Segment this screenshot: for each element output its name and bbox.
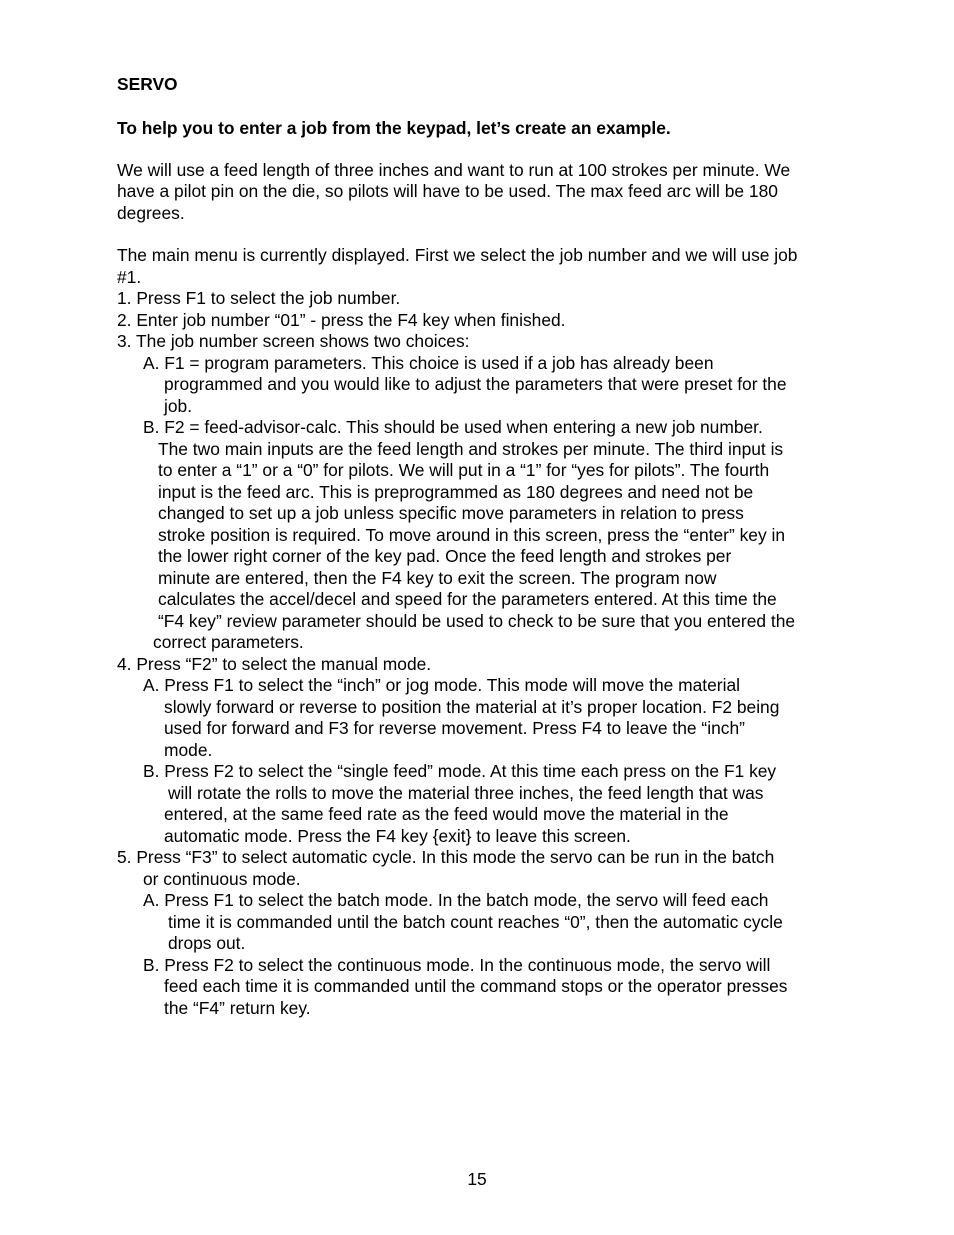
- step3-b-line: input is the feed arc. This is preprogrammed as 180 degrees and need not be: [158, 482, 754, 502]
- step-5-cont: or continuous mode.: [143, 869, 301, 889]
- step3-a-line: A. F1 = program parameters. This choice is used if a job has already been: [143, 353, 714, 373]
- step3-b-line: The two main inputs are the feed length and strokes per minute. The third input is: [158, 439, 784, 459]
- step-4: 4. Press “F2” to select the manual mode.: [117, 654, 432, 674]
- step4-b-line: will rotate the rolls to move the material three inches, the feed length that was: [168, 783, 764, 803]
- step5-b-line: the “F4” return key.: [164, 998, 311, 1018]
- step3-b-line: B. F2 = feed-advisor-calc. This should be used when entering a new job number.: [143, 417, 763, 437]
- step3-b-line: the lower right corner of the key pad. Once the feed length and strokes per: [158, 546, 732, 566]
- step3-b-line: minute are entered, then the F4 key to exit the screen. The program now: [158, 568, 717, 588]
- step3-b-line: “F4 key” review parameter should be used to check to be sure that you entered the: [158, 611, 796, 631]
- step4-a-line: slowly forward or reverse to position the material at it’s proper location. F2 being: [164, 697, 780, 717]
- page-number: 15: [467, 1169, 487, 1189]
- para2-line: #1.: [117, 267, 142, 287]
- step4-a-line: mode.: [164, 740, 213, 760]
- step3-b-line: changed to set up a job unless specific move parameters in relation to press: [158, 503, 744, 523]
- step3-b-line: calculates the accel/decel and speed for the parameters entered. At this time the: [158, 589, 777, 609]
- step4-a-line: A. Press F1 to select the “inch” or jog mode. This mode will move the material: [143, 675, 740, 695]
- para2-line: The main menu is currently displayed. First we select the job number and we will use job: [117, 245, 798, 265]
- step3-a-line: job.: [164, 396, 193, 416]
- step4-b-line: entered, at the same feed rate as the feed would move the material in the: [164, 804, 729, 824]
- step-2: 2. Enter job number “01” - press the F4 key when finished.: [117, 310, 566, 330]
- section-heading: SERVO: [117, 74, 178, 94]
- step5-b-line: feed each time it is commanded until the command stops or the operator presses: [164, 976, 788, 996]
- step4-a-line: used for forward and F3 for reverse movement. Press F4 to leave the “inch”: [164, 718, 745, 738]
- step5-a-line: time it is commanded until the batch count reaches “0”, then the automatic cycle: [168, 912, 783, 932]
- step3-a-line: programmed and you would like to adjust the parameters that were preset for the: [164, 374, 787, 394]
- step3-b-line: to enter a “1” or a “0” for pilots. We will put in a “1” for “yes for pilots”. The fourth: [158, 460, 770, 480]
- step5-a-line: A. Press F1 to select the batch mode. In the batch mode, the servo will feed each: [143, 890, 769, 910]
- intro-heading: To help you to enter a job from the keypad, let’s create an example.: [117, 118, 671, 138]
- step3-b-line: correct parameters.: [153, 632, 304, 652]
- step5-a-line: drops out.: [168, 933, 246, 953]
- step3-b-line: stroke position is required. To move around in this screen, press the “enter” key in: [158, 525, 786, 545]
- step4-b-line: automatic mode. Press the F4 key {exit} to leave this screen.: [164, 826, 631, 846]
- step-5: 5. Press “F3” to select automatic cycle. In this mode the servo can be run in the batch: [117, 847, 775, 867]
- para1-line: We will use a feed length of three inches and want to run at 100 strokes per minute. We: [117, 160, 791, 180]
- step-1: 1. Press F1 to select the job number.: [117, 288, 401, 308]
- para1-line: degrees.: [117, 203, 185, 223]
- step4-b-line: B. Press F2 to select the “single feed” mode. At this time each press on the F1 key: [143, 761, 777, 781]
- step5-b-line: B. Press F2 to select the continuous mode. In the continuous mode, the servo will: [143, 955, 771, 975]
- step-3: 3. The job number screen shows two choices:: [117, 331, 470, 351]
- para1-line: have a pilot pin on the die, so pilots will have to be used. The max feed arc will be 180: [117, 181, 778, 201]
